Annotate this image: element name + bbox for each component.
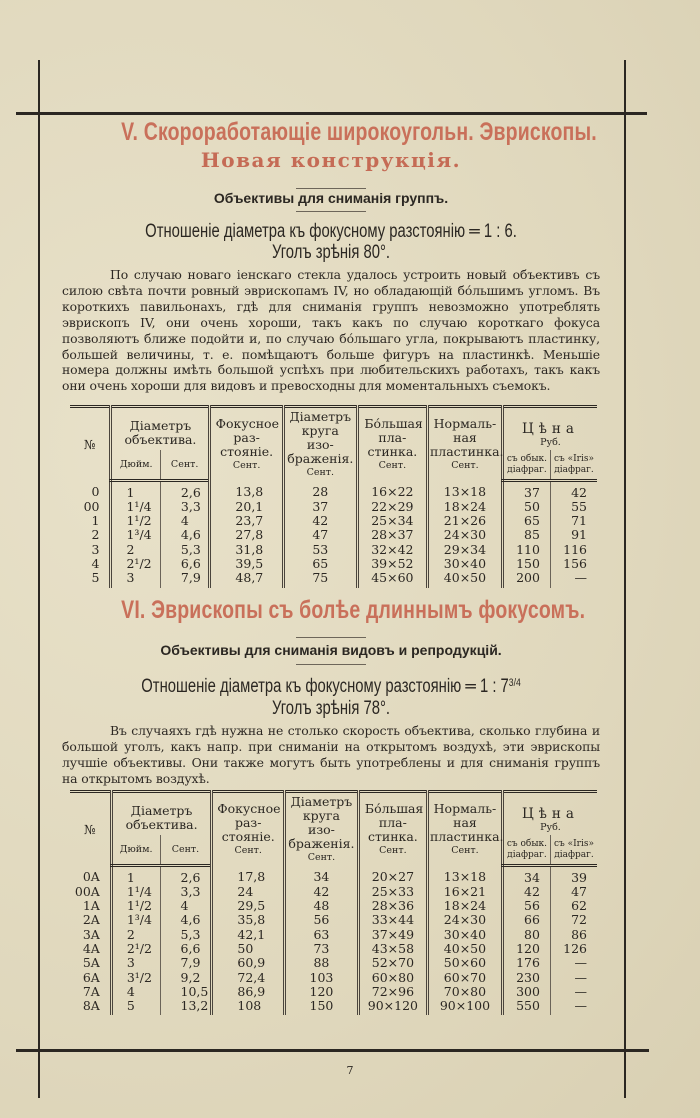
diameter-inch: 1¹/2 xyxy=(111,514,160,528)
lens-number: 6A xyxy=(82,969,100,985)
section6-paragraph xyxy=(62,723,600,787)
lens-number: 3 xyxy=(91,541,100,557)
header-normal-plate xyxy=(427,407,502,481)
header-focus-text: Фокусное раз- стояніе. xyxy=(215,416,279,459)
section6-paragraph-text: Въ случаяхъ гдѣ нужна не столько скорость объектива, сколько глубина и большой уголъ, какъ напр. при сниманіи на открытомъ воздухѣ, эти эврископы лучшіе объективы. Они также могутъ быть употреблены и для сниманія группъ на открытомъ воздухѣ. xyxy=(62,723,600,786)
header-circle xyxy=(283,407,357,481)
focal-length: 20,1 xyxy=(210,500,283,514)
header-circle-unit: Сент. xyxy=(306,467,335,478)
header-big-plate-unit: Сент. xyxy=(378,460,407,471)
price-ordinary: 37 xyxy=(502,480,550,500)
section5-subtitle: Новая конструкція. xyxy=(200,148,462,172)
big-plate: 37×49 xyxy=(358,928,427,942)
big-plate: 33×44 xyxy=(358,913,427,927)
big-plate: 16×22 xyxy=(357,480,427,500)
diameter-cm: 5,3 xyxy=(160,543,210,557)
price-iris: 42 xyxy=(550,480,597,500)
section6-purpose: Объективы для сниманія видовъ и репродукцій. xyxy=(160,642,502,658)
diameter-cm: 3,3 xyxy=(160,500,210,514)
header-diameter xyxy=(111,407,210,451)
normal-plate: 21×26 xyxy=(427,514,502,528)
lens-number: 4A xyxy=(82,940,100,956)
table-row xyxy=(70,913,597,927)
price-ordinary: 120 xyxy=(502,942,550,956)
focal-length: 13,8 xyxy=(210,480,283,500)
price-ordinary: 230 xyxy=(502,971,550,985)
big-plate: 20×27 xyxy=(358,865,427,885)
diameter-inch: 2 xyxy=(111,543,160,557)
lens-number: 1A xyxy=(82,898,100,914)
diameter-cm: 4 xyxy=(160,899,212,913)
section5-angle: Уголъ зрѣнія 80°. xyxy=(271,242,391,263)
diameter-inch: 2¹/2 xyxy=(111,557,160,571)
image-circle: 28 xyxy=(283,480,357,500)
price-iris: 126 xyxy=(550,942,597,956)
image-circle: 42 xyxy=(283,514,357,528)
big-plate: 22×29 xyxy=(357,500,427,514)
image-circle: 150 xyxy=(285,999,359,1015)
page-number: 7 xyxy=(346,1064,354,1077)
image-circle: 56 xyxy=(285,913,359,927)
frame-right-line xyxy=(624,60,626,1098)
normal-plate: 40×50 xyxy=(427,571,502,587)
price-ordinary: 50 xyxy=(502,500,550,514)
section5-paragraph-text: По случаю новаго іенскаго стекла удалось устроить новый объективъ съ силою свѣта почти ровный эврископамъ IV, но обладающій бо́льшимъ угломъ. Въ короткихъ павильонахъ, гдѣ для сниманія группъ невозможно употреблять эврископъ IV, они очень хороши, такъ какъ по случаю короткаго фокуса позволяютъ ближе подойти и, по случаю бо́льшаго угла, покрываютъ пластинку, большей величины, т. е. помѣщаютъ больше фигуръ на пластинкѣ. Меньшіе номера должны имѣть большой успѣхъ при любительскихъ работахъ, такъ какъ они очень хороши для видовъ и превосходны для моментальныхъ съемокъ. xyxy=(62,267,600,394)
table-row xyxy=(70,514,597,528)
price-ordinary: 80 xyxy=(502,928,550,942)
header-normal-plate-unit: Сент. xyxy=(451,845,479,856)
table-row xyxy=(70,528,597,542)
header-normal-plate-text: Нормаль- ная пластинка. xyxy=(429,801,504,844)
lens-number: 5A xyxy=(82,955,100,971)
normal-plate: 60×70 xyxy=(427,971,502,985)
diameter-cm: 4,6 xyxy=(160,528,210,542)
focal-length: 27,8 xyxy=(210,528,283,542)
diameter-inch: 1³/4 xyxy=(111,528,160,542)
header-cm: Сент. xyxy=(160,835,212,865)
divider xyxy=(296,664,366,665)
image-circle: 120 xyxy=(285,985,359,999)
image-circle: 42 xyxy=(285,885,359,899)
price-ordinary: 85 xyxy=(502,528,550,542)
header-focus xyxy=(210,407,283,481)
price-iris: — xyxy=(550,971,597,985)
table-row xyxy=(70,899,597,913)
big-plate: 43×58 xyxy=(358,942,427,956)
section6-ratio xyxy=(121,676,541,698)
diameter-cm: 5,3 xyxy=(160,928,212,942)
diameter-inch: 1 xyxy=(111,865,160,885)
header-price-ordinary xyxy=(502,450,550,480)
table-row xyxy=(70,999,597,1015)
image-circle: 63 xyxy=(285,928,359,942)
price-ordinary: 65 xyxy=(502,514,550,528)
header-number: № xyxy=(83,821,96,837)
focal-length: 50 xyxy=(212,942,285,956)
price-ordinary: 150 xyxy=(502,557,550,571)
diameter-cm: 4 xyxy=(160,514,210,528)
lens-number: 4 xyxy=(91,555,100,571)
image-circle: 75 xyxy=(283,571,357,587)
table-row xyxy=(70,543,597,557)
section5-purpose: Объективы для сниманія группъ. xyxy=(213,190,449,206)
focal-length: 72,4 xyxy=(212,971,285,985)
price-ordinary: 42 xyxy=(502,885,550,899)
big-plate: 90×120 xyxy=(358,999,427,1015)
price-ordinary: 176 xyxy=(502,956,550,970)
table-row xyxy=(70,985,597,999)
focal-length: 17,8 xyxy=(212,865,285,885)
lens-number: 00 xyxy=(83,498,100,514)
price-ordinary: 550 xyxy=(502,999,550,1015)
price-iris: 156 xyxy=(550,557,597,571)
price-iris: 47 xyxy=(550,885,597,899)
header-price-iris xyxy=(550,450,597,480)
diameter-cm: 2,6 xyxy=(160,480,210,500)
header-price xyxy=(502,407,597,451)
section6-ratio-fraction: 3/4 xyxy=(508,677,521,689)
section6-title: VI. Эврископы съ болѣе длиннымъ фокусомъ. xyxy=(121,596,586,624)
focal-length: 86,9 xyxy=(212,985,285,999)
big-plate: 25×34 xyxy=(357,514,427,528)
header-price-text: Цѣна xyxy=(521,421,579,438)
section6-angle: Уголъ зрѣнія 78°. xyxy=(271,698,391,719)
lens-number: 3A xyxy=(82,926,100,942)
diameter-inch: 1¹/2 xyxy=(111,899,160,913)
price-ordinary: 200 xyxy=(502,571,550,587)
header-big-plate-text: Бо́льшая пла- стинка. xyxy=(364,416,423,459)
price-iris: — xyxy=(550,985,597,999)
price-iris: — xyxy=(550,571,597,587)
normal-plate: 16×21 xyxy=(427,885,502,899)
frame-top-rule xyxy=(16,112,647,115)
diameter-inch: 1¹/4 xyxy=(111,500,160,514)
normal-plate: 13×18 xyxy=(427,480,502,500)
diameter-inch: 1³/4 xyxy=(111,913,160,927)
price-ordinary: 66 xyxy=(502,913,550,927)
section6-ratio-text: Отношеніе діаметра къ фокусному разстоянію ═ 1 : 7 xyxy=(141,676,509,697)
header-normal-plate xyxy=(427,792,502,866)
image-circle: 103 xyxy=(285,971,359,985)
header-diameter-text: Діаметръ объектива. xyxy=(124,417,197,447)
header-price-iris-text: съ «Iris» діафраг. xyxy=(553,838,594,860)
big-plate: 28×37 xyxy=(357,528,427,542)
diameter-inch: 1 xyxy=(111,480,160,500)
header-normal-plate-unit: Сент. xyxy=(451,460,479,471)
divider xyxy=(296,637,366,638)
price-iris: 116 xyxy=(550,543,597,557)
divider xyxy=(296,188,366,189)
image-circle: 34 xyxy=(285,865,359,885)
normal-plate: 90×100 xyxy=(427,999,502,1015)
header-diameter xyxy=(111,792,212,836)
header-inch: Дюйм. xyxy=(111,835,160,865)
diameter-cm: 9,2 xyxy=(160,971,212,985)
price-iris: 71 xyxy=(550,514,597,528)
lens-number: 8A xyxy=(82,998,100,1014)
lens-number: 00A xyxy=(74,883,100,899)
header-focus-unit: Сент. xyxy=(234,845,262,856)
big-plate: 28×36 xyxy=(358,899,427,913)
header-price-ordinary-text: съ обык. діафраг. xyxy=(506,453,548,475)
diameter-inch: 4 xyxy=(111,985,160,999)
lens-number: 0A xyxy=(82,868,100,884)
image-circle: 47 xyxy=(283,528,357,542)
image-circle: 37 xyxy=(283,500,357,514)
image-circle: 88 xyxy=(285,956,359,970)
section5-title: V. Скороработающіе широкоугольн. Эврископы. xyxy=(121,118,597,146)
price-iris: 91 xyxy=(550,528,597,542)
header-circle-text: Діаметръ круга изо- браженія. xyxy=(288,794,355,851)
lens-number: 2 xyxy=(91,527,100,543)
header-price-ordinary-text: съ обык. діафраг. xyxy=(506,838,548,860)
table-row xyxy=(70,865,597,885)
header-rub: Руб. xyxy=(540,437,561,449)
lens-number: 7A xyxy=(82,983,100,999)
section6-table xyxy=(70,790,597,1015)
diameter-cm: 13,2 xyxy=(160,999,212,1015)
big-plate: 60×80 xyxy=(358,971,427,985)
diameter-cm: 7,9 xyxy=(160,956,212,970)
focal-length: 108 xyxy=(212,999,285,1015)
price-ordinary: 300 xyxy=(502,985,550,999)
price-iris: 62 xyxy=(550,899,597,913)
price-ordinary: 56 xyxy=(502,899,550,913)
price-ordinary: 34 xyxy=(502,865,550,885)
section6-table-body xyxy=(70,865,597,1015)
header-focus-text: Фокусное раз- стояніе. xyxy=(217,801,281,844)
diameter-inch: 3 xyxy=(111,571,160,587)
normal-plate: 18×24 xyxy=(427,899,502,913)
lens-number: 1 xyxy=(91,513,100,529)
big-plate: 52×70 xyxy=(358,956,427,970)
diameter-inch: 2 xyxy=(111,928,160,942)
header-big-plate xyxy=(358,792,427,866)
diameter-cm: 10,5 xyxy=(160,985,212,999)
section5-table-body xyxy=(70,480,597,588)
header-focus xyxy=(212,792,285,866)
focal-length: 35,8 xyxy=(212,913,285,927)
header-number: № xyxy=(83,436,96,452)
lens-number: 5 xyxy=(91,570,100,586)
diameter-inch: 5 xyxy=(111,999,160,1015)
normal-plate: 24×30 xyxy=(427,528,502,542)
focal-length: 31,8 xyxy=(210,543,283,557)
header-circle-text: Діаметръ круга изо- браженія. xyxy=(287,409,354,466)
header-circle-unit: Сент. xyxy=(307,852,336,863)
header-normal-plate-text: Нормаль- ная пластинка. xyxy=(429,416,504,459)
table-row xyxy=(70,928,597,942)
section5-table xyxy=(70,405,597,588)
header-circle xyxy=(285,792,359,866)
normal-plate: 50×60 xyxy=(427,956,502,970)
focal-length: 60,9 xyxy=(212,956,285,970)
header-big-plate-text: Бо́льшая пла- стинка. xyxy=(364,801,424,844)
diameter-inch: 1¹/4 xyxy=(111,885,160,899)
table-row xyxy=(70,971,597,985)
big-plate: 32×42 xyxy=(357,543,427,557)
diameter-cm: 4,6 xyxy=(160,913,212,927)
price-iris: 72 xyxy=(550,913,597,927)
table-row xyxy=(70,480,597,500)
header-price-iris xyxy=(550,835,597,865)
section5-paragraph xyxy=(62,267,600,394)
header-diameter-text: Діаметръ объектива. xyxy=(125,802,198,832)
price-iris: — xyxy=(550,999,597,1015)
normal-plate: 30×40 xyxy=(427,557,502,571)
price-iris: — xyxy=(550,956,597,970)
header-price xyxy=(502,792,597,836)
focal-length: 39,5 xyxy=(210,557,283,571)
normal-plate: 30×40 xyxy=(427,928,502,942)
header-inch: Дюйм. xyxy=(111,450,160,480)
header-price-text: Цѣна xyxy=(521,806,579,823)
big-plate: 39×52 xyxy=(357,557,427,571)
big-plate: 25×33 xyxy=(358,885,427,899)
price-iris: 86 xyxy=(550,928,597,942)
header-big-plate-unit: Сент. xyxy=(379,845,407,856)
focal-length: 48,7 xyxy=(210,571,283,587)
diameter-cm: 6,6 xyxy=(160,942,212,956)
header-rub: Руб. xyxy=(540,822,561,834)
diameter-cm: 6,6 xyxy=(160,557,210,571)
diameter-inch: 3 xyxy=(111,956,160,970)
table-row xyxy=(70,942,597,956)
diameter-cm: 2,6 xyxy=(160,865,212,885)
header-focus-unit: Сент. xyxy=(232,460,261,471)
price-iris: 55 xyxy=(550,500,597,514)
normal-plate: 40×50 xyxy=(427,942,502,956)
divider xyxy=(296,211,366,212)
focal-length: 24 xyxy=(212,885,285,899)
diameter-inch: 3¹/2 xyxy=(111,971,160,985)
normal-plate: 13×18 xyxy=(427,865,502,885)
header-price-iris-text: съ «Iris» діафраг. xyxy=(553,453,594,475)
table-row xyxy=(70,500,597,514)
diameter-cm: 7,9 xyxy=(160,571,210,587)
header-big-plate xyxy=(357,407,427,481)
focal-length: 23,7 xyxy=(210,514,283,528)
frame-bottom-rule xyxy=(16,1049,649,1052)
table-row xyxy=(70,956,597,970)
frame-left-line xyxy=(38,60,40,1098)
image-circle: 53 xyxy=(283,543,357,557)
normal-plate: 24×30 xyxy=(427,913,502,927)
table-row xyxy=(70,885,597,899)
image-circle: 73 xyxy=(285,942,359,956)
image-circle: 48 xyxy=(285,899,359,913)
lens-number: 0 xyxy=(91,483,100,499)
header-cm: Сент. xyxy=(160,450,210,480)
normal-plate: 18×24 xyxy=(427,500,502,514)
lens-number: 2A xyxy=(82,912,100,928)
section5-ratio: Отношеніе діаметра къ фокусному разстоянію ═ 1 : 6. xyxy=(145,221,517,242)
diameter-cm: 3,3 xyxy=(160,885,212,899)
price-ordinary: 110 xyxy=(502,543,550,557)
image-circle: 65 xyxy=(283,557,357,571)
price-iris: 39 xyxy=(550,865,597,885)
big-plate: 45×60 xyxy=(357,571,427,587)
diameter-inch: 2¹/2 xyxy=(111,942,160,956)
table-row xyxy=(70,571,597,587)
table-row xyxy=(70,557,597,571)
normal-plate: 70×80 xyxy=(427,985,502,999)
normal-plate: 29×34 xyxy=(427,543,502,557)
header-price-ordinary xyxy=(502,835,550,865)
focal-length: 42,1 xyxy=(212,928,285,942)
focal-length: 29,5 xyxy=(212,899,285,913)
big-plate: 72×96 xyxy=(358,985,427,999)
